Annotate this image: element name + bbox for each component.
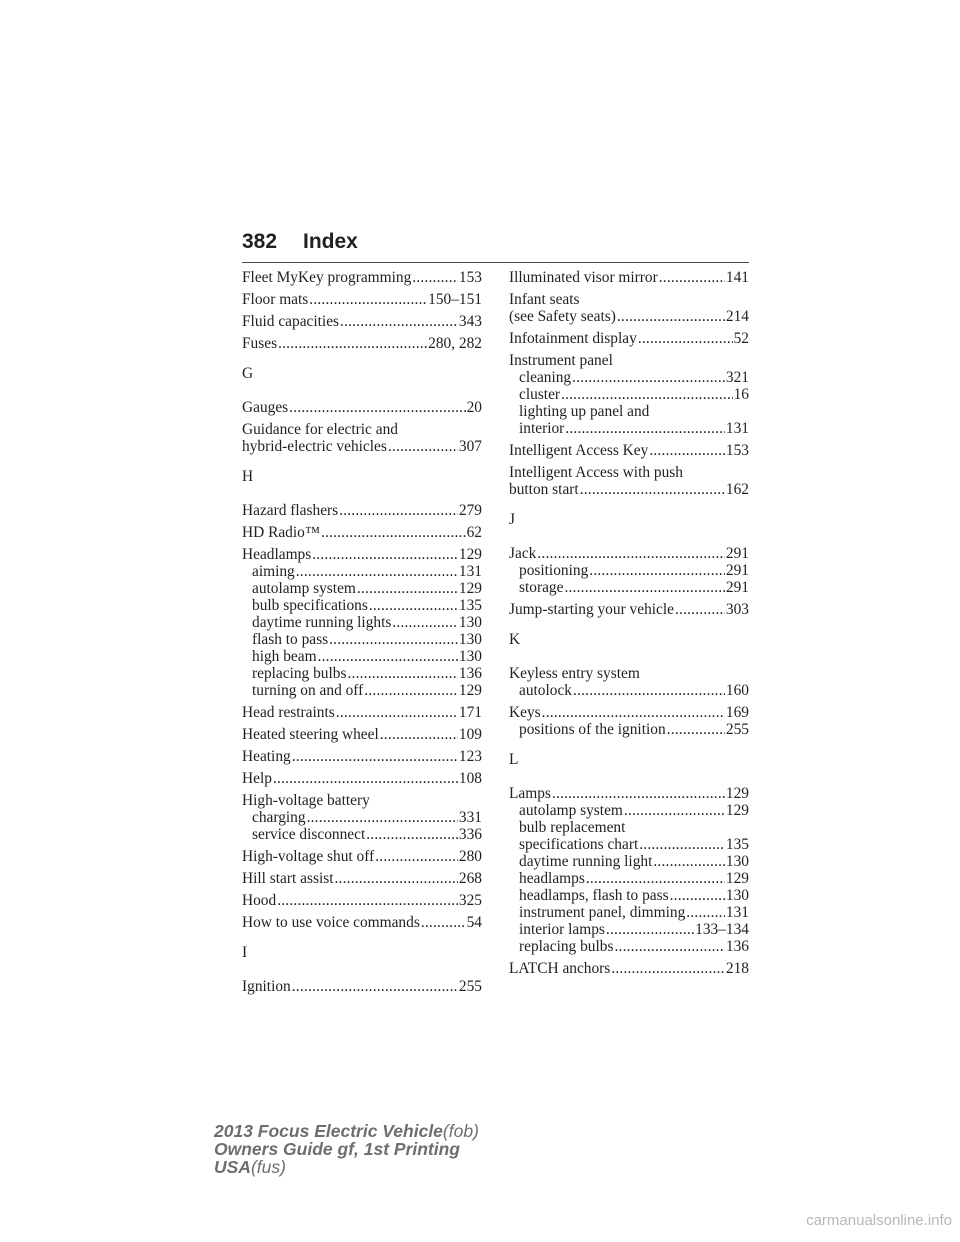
- index-term: Instrument panel: [509, 352, 613, 369]
- index-page-ref: 169: [725, 704, 749, 721]
- dot-leader: [611, 960, 725, 977]
- index-page-ref: 129: [458, 546, 482, 563]
- index-term: interior: [519, 420, 565, 437]
- index-term: Guidance for electric and: [242, 421, 398, 438]
- index-page-ref: 136: [725, 938, 749, 955]
- index-page-ref: 130: [725, 887, 749, 904]
- index-term: Heated steering wheel: [242, 726, 379, 743]
- index-term: Gauges: [242, 399, 289, 416]
- dot-leader: [340, 313, 458, 330]
- index-entry-line: [242, 848, 482, 865]
- index-term: autolamp system: [519, 802, 623, 819]
- index-term: Hill start assist: [242, 870, 334, 887]
- index-entry-line: [242, 870, 482, 887]
- index-page-ref: 108: [458, 770, 482, 787]
- index-entry: [242, 848, 482, 865]
- index-entry-line: [242, 291, 482, 308]
- index-entry: [242, 546, 482, 699]
- index-term: Jack: [509, 545, 537, 562]
- index-page-ref: 130: [458, 631, 482, 648]
- dot-leader: [273, 770, 458, 787]
- index-entry: [242, 870, 482, 887]
- index-term: Keys: [509, 704, 541, 721]
- index-entry-line: [242, 914, 482, 931]
- dot-leader: [617, 308, 725, 325]
- index-entry: [242, 978, 482, 995]
- index-term: Keyless entry system: [509, 665, 640, 682]
- index-entry-line: [242, 748, 482, 765]
- watermark: carmanualsonline.info: [806, 1212, 952, 1229]
- footer-line-3: USA(fus): [214, 1157, 286, 1177]
- index-term: interior lamps: [519, 921, 605, 938]
- index-page-ref: 153: [458, 269, 482, 286]
- index-page-ref: 133–134: [695, 921, 749, 938]
- dot-leader: [639, 836, 725, 853]
- index-term: replacing bulbs: [519, 938, 614, 955]
- index-entry-line: [509, 960, 749, 977]
- index-page-ref: 129: [725, 785, 749, 802]
- index-entry: [509, 704, 749, 738]
- index-entry-line: [242, 892, 482, 909]
- index-subentry: [509, 938, 749, 955]
- index-term: positioning: [519, 562, 589, 579]
- index-entry: [242, 748, 482, 765]
- index-term: High-voltage battery: [242, 792, 370, 809]
- dot-leader: [292, 748, 458, 765]
- index-term: Fluid capacities: [242, 313, 340, 330]
- index-page-ref: 135: [725, 836, 749, 853]
- dot-leader: [307, 809, 458, 826]
- dot-leader: [336, 704, 458, 721]
- index-page-ref: 214: [725, 308, 749, 325]
- dot-leader: [659, 269, 725, 286]
- index-term: lighting up panel and: [519, 403, 650, 420]
- index-page-ref: 307: [458, 438, 482, 455]
- index-term: Headlamps: [242, 546, 312, 563]
- index-entry-line: [242, 269, 482, 286]
- index-term: daytime running light: [519, 853, 653, 870]
- index-term: How to use voice commands: [242, 914, 420, 931]
- dot-leader: [412, 269, 458, 286]
- index-term: aiming: [252, 563, 295, 580]
- index-subentry: [509, 721, 749, 738]
- index-subentry: [509, 904, 749, 921]
- index-entry-line: [509, 545, 749, 562]
- index-entry-line: [509, 352, 749, 369]
- index-page-ref: 130: [458, 614, 482, 631]
- index-term: service disconnect: [252, 826, 366, 843]
- index-page-ref: 321: [725, 369, 749, 386]
- index-term: Intelligent Access Key: [509, 442, 649, 459]
- index-entry-line: [242, 502, 482, 519]
- dot-leader: [649, 442, 725, 459]
- index-page-ref: 279: [458, 502, 482, 519]
- index-term: flash to pass: [252, 631, 329, 648]
- index-entry-line: [509, 269, 749, 286]
- index-entry: [509, 352, 749, 437]
- index-page-ref: 255: [725, 721, 749, 738]
- dot-leader: [388, 438, 458, 455]
- index-entry: [509, 960, 749, 977]
- index-term: Head restraints: [242, 704, 335, 721]
- index-entry-line: [242, 438, 482, 455]
- index-subentry: [509, 682, 749, 699]
- index-column-left: [242, 269, 482, 1000]
- index-term: Floor mats: [242, 291, 309, 308]
- index-subentry: [242, 682, 482, 699]
- index-term: instrument panel, dimming: [519, 904, 686, 921]
- page-title: Index: [303, 230, 358, 253]
- index-section-letter: H: [242, 468, 254, 485]
- index-subentry: [509, 403, 749, 420]
- index-term: daytime running lights: [252, 614, 392, 631]
- dot-leader: [364, 682, 458, 699]
- dot-leader: [335, 870, 458, 887]
- dot-leader: [347, 665, 457, 682]
- dot-leader: [380, 726, 458, 743]
- index-subentry: [242, 597, 482, 614]
- index-subentry: [509, 420, 749, 437]
- dot-leader: [686, 904, 725, 921]
- dot-leader: [638, 330, 733, 347]
- index-term: Ignition: [242, 978, 291, 995]
- index-page-ref: 52: [733, 330, 749, 347]
- dot-leader: [321, 524, 466, 541]
- index-term: turning on and off: [252, 682, 364, 699]
- index-subentry: [509, 579, 749, 596]
- index-page-ref: 130: [458, 648, 482, 665]
- index-page-ref: 136: [458, 665, 482, 682]
- index-term: cleaning: [519, 369, 572, 386]
- index-term: Hood: [242, 892, 277, 909]
- index-page-ref: 109: [458, 726, 482, 743]
- dot-leader: [552, 785, 725, 802]
- index-entry: [242, 704, 482, 721]
- dot-leader: [573, 682, 725, 699]
- dot-leader: [309, 291, 427, 308]
- index-term: LATCH anchors: [509, 960, 611, 977]
- index-term: high beam: [252, 648, 317, 665]
- index-entry: [242, 502, 482, 519]
- dot-leader: [292, 978, 458, 995]
- index-entry: [509, 291, 749, 325]
- dot-leader: [572, 369, 725, 386]
- index-entry-line: [242, 704, 482, 721]
- index-column-right: [509, 269, 749, 982]
- index-entry-line: [242, 546, 482, 563]
- index-entry-line: [242, 770, 482, 787]
- index-entry-line: [509, 291, 749, 308]
- index-subentry: [242, 665, 482, 682]
- index-term: Hazard flashers: [242, 502, 339, 519]
- index-term: cluster: [519, 386, 561, 403]
- index-subentry: [509, 802, 749, 819]
- dot-leader: [653, 853, 725, 870]
- index-section-letter: K: [509, 631, 521, 648]
- index-subentry: [509, 386, 749, 403]
- dot-leader: [312, 546, 458, 563]
- index-page-ref: 218: [725, 960, 749, 977]
- index-page-ref: 171: [458, 704, 482, 721]
- dot-leader: [375, 848, 458, 865]
- index-entry-line: [242, 978, 482, 995]
- index-entry: [242, 313, 482, 330]
- index-subentry: [509, 887, 749, 904]
- index-term: Fuses: [242, 335, 278, 352]
- index-entry: [509, 442, 749, 459]
- index-term: bulb specifications: [252, 597, 368, 614]
- index-term: Illuminated visor mirror: [509, 269, 658, 286]
- index-page-ref: 336: [458, 826, 482, 843]
- index-term: Heating: [242, 748, 291, 765]
- index-page-ref: 331: [458, 809, 482, 826]
- index-page-ref: 150–151: [428, 291, 482, 308]
- page-header: [242, 230, 749, 263]
- dot-leader: [589, 562, 725, 579]
- index-page-ref: 291: [725, 545, 749, 562]
- index-entry: [509, 330, 749, 347]
- index-entry-line: [509, 308, 749, 325]
- dot-leader: [369, 597, 458, 614]
- index-term: Lamps: [509, 785, 551, 802]
- index-entry-line: [242, 335, 482, 352]
- index-entry-line: [509, 785, 749, 802]
- index-entry: [242, 892, 482, 909]
- index-term: hybrid-electric vehicles: [242, 438, 387, 455]
- index-term: headlamps, flash to pass: [519, 887, 669, 904]
- dot-leader: [421, 914, 466, 931]
- dot-leader: [564, 579, 724, 596]
- index-subentry: [242, 826, 482, 843]
- footer: [214, 1122, 479, 1176]
- index-page-ref: 280: [458, 848, 482, 865]
- dot-leader: [614, 938, 724, 955]
- index-subentry: [242, 580, 482, 597]
- dot-leader: [366, 826, 458, 843]
- index-term: autolamp system: [252, 580, 356, 597]
- index-term: bulb replacement: [519, 819, 626, 836]
- index-entry-line: [242, 399, 482, 416]
- index-page-ref: 325: [458, 892, 482, 909]
- index-subentry: [242, 809, 482, 826]
- index-page-ref: 303: [725, 601, 749, 618]
- index-page-ref: 129: [725, 870, 749, 887]
- index-page-ref: 54: [466, 914, 482, 931]
- index-page-ref: 280, 282: [428, 335, 482, 352]
- index-subentry: [509, 819, 749, 836]
- index-page-ref: 131: [725, 420, 749, 437]
- index-term: Infant seats: [509, 291, 580, 308]
- index-term: specifications chart: [519, 836, 639, 853]
- index-subentry: [509, 562, 749, 579]
- index-entry-line: [509, 601, 749, 618]
- index-subentry: [509, 369, 749, 386]
- index-entry: [242, 269, 482, 286]
- index-entry: [242, 335, 482, 352]
- index-entry: [242, 792, 482, 843]
- footer-line-2: Owners Guide gf, 1st Printing: [214, 1139, 460, 1159]
- index-subentry: [242, 648, 482, 665]
- index-page-ref: 62: [466, 524, 482, 541]
- index-entry: [509, 269, 749, 286]
- index-entry-line: [509, 665, 749, 682]
- index-entry: [242, 770, 482, 787]
- index-page-ref: 291: [725, 562, 749, 579]
- index-page-ref: 268: [458, 870, 482, 887]
- dot-leader: [392, 614, 458, 631]
- index-entry-line: [242, 524, 482, 541]
- index-entry: [509, 545, 749, 596]
- index-term: High-voltage shut off: [242, 848, 375, 865]
- index-entry-line: [509, 442, 749, 459]
- index-page-ref: 162: [725, 481, 749, 498]
- dot-leader: [329, 631, 458, 648]
- index-subentry: [509, 853, 749, 870]
- index-term: autolock: [519, 682, 572, 699]
- index-entry: [242, 421, 482, 455]
- index-entry: [242, 726, 482, 743]
- index-subentry: [509, 921, 749, 938]
- index-entry-line: [242, 313, 482, 330]
- index-page-ref: 16: [733, 386, 749, 403]
- index-entry: [242, 291, 482, 308]
- footer-line-1: 2013 Focus Electric Vehicle(fob): [214, 1121, 479, 1141]
- index-term: button start: [509, 481, 579, 498]
- index-section-letter: G: [242, 365, 254, 382]
- index-entry: [242, 524, 482, 541]
- index-entry: [242, 914, 482, 931]
- index-term: Infotainment display: [509, 330, 637, 347]
- index-term: (see Safety seats): [509, 308, 616, 325]
- index-entry-line: [509, 330, 749, 347]
- index-term: replacing bulbs: [252, 665, 347, 682]
- dot-leader: [318, 648, 458, 665]
- index-entry-line: [509, 481, 749, 498]
- index-section-letter: J: [509, 511, 515, 528]
- index-subentry: [242, 631, 482, 648]
- dot-leader: [296, 563, 458, 580]
- index-subentry: [242, 614, 482, 631]
- dot-leader: [561, 386, 733, 403]
- dot-leader: [586, 870, 725, 887]
- index-page-ref: 160: [725, 682, 749, 699]
- index-page-ref: 129: [458, 580, 482, 597]
- index-entry: [509, 665, 749, 699]
- index-page-ref: 255: [458, 978, 482, 995]
- index-term: Intelligent Access with push: [509, 464, 683, 481]
- dot-leader: [667, 721, 725, 738]
- index-entry: [509, 785, 749, 955]
- index-entry-line: [242, 726, 482, 743]
- index-entry: [509, 464, 749, 498]
- index-entry-line: [242, 792, 482, 809]
- dot-leader: [606, 921, 694, 938]
- dot-leader: [624, 802, 725, 819]
- dot-leader: [357, 580, 458, 597]
- index-subentry: [242, 563, 482, 580]
- dot-leader: [565, 420, 725, 437]
- dot-leader: [537, 545, 725, 562]
- index-section-letter: L: [509, 751, 519, 768]
- index-subentry: [509, 870, 749, 887]
- dot-leader: [289, 399, 465, 416]
- dot-leader: [339, 502, 458, 519]
- index-entry: [509, 601, 749, 618]
- index-page-ref: 130: [725, 853, 749, 870]
- index-entry-line: [242, 421, 482, 438]
- index-page-ref: 123: [458, 748, 482, 765]
- index-subentry: [509, 836, 749, 853]
- dot-leader: [542, 704, 725, 721]
- index-page-ref: 153: [725, 442, 749, 459]
- index-page-ref: 343: [458, 313, 482, 330]
- index-page-ref: 131: [458, 563, 482, 580]
- index-term: HD Radio™: [242, 524, 320, 541]
- dot-leader: [675, 601, 725, 618]
- index-entry-line: [509, 704, 749, 721]
- index-entry-line: [509, 464, 749, 481]
- dot-leader: [670, 887, 725, 904]
- index-term: Help: [242, 770, 272, 787]
- dot-leader: [277, 892, 458, 909]
- index-term: Fleet MyKey programming: [242, 269, 412, 286]
- index-page-ref: 129: [725, 802, 749, 819]
- index-term: headlamps: [519, 870, 585, 887]
- index-entry: [242, 399, 482, 416]
- index-page-ref: 20: [466, 399, 482, 416]
- index-term: positions of the ignition: [519, 721, 666, 738]
- dot-leader: [278, 335, 427, 352]
- index-page-ref: 135: [458, 597, 482, 614]
- index-page-ref: 291: [725, 579, 749, 596]
- index-page-ref: 129: [458, 682, 482, 699]
- dot-leader: [580, 481, 725, 498]
- index-section-letter: I: [242, 944, 248, 961]
- index-term: charging: [252, 809, 306, 826]
- index-term: Jump-starting your vehicle: [509, 601, 674, 618]
- index-page-ref: 131: [725, 904, 749, 921]
- index-term: storage: [519, 579, 564, 596]
- page-number: 382: [242, 230, 278, 253]
- index-page-ref: 141: [725, 269, 749, 286]
